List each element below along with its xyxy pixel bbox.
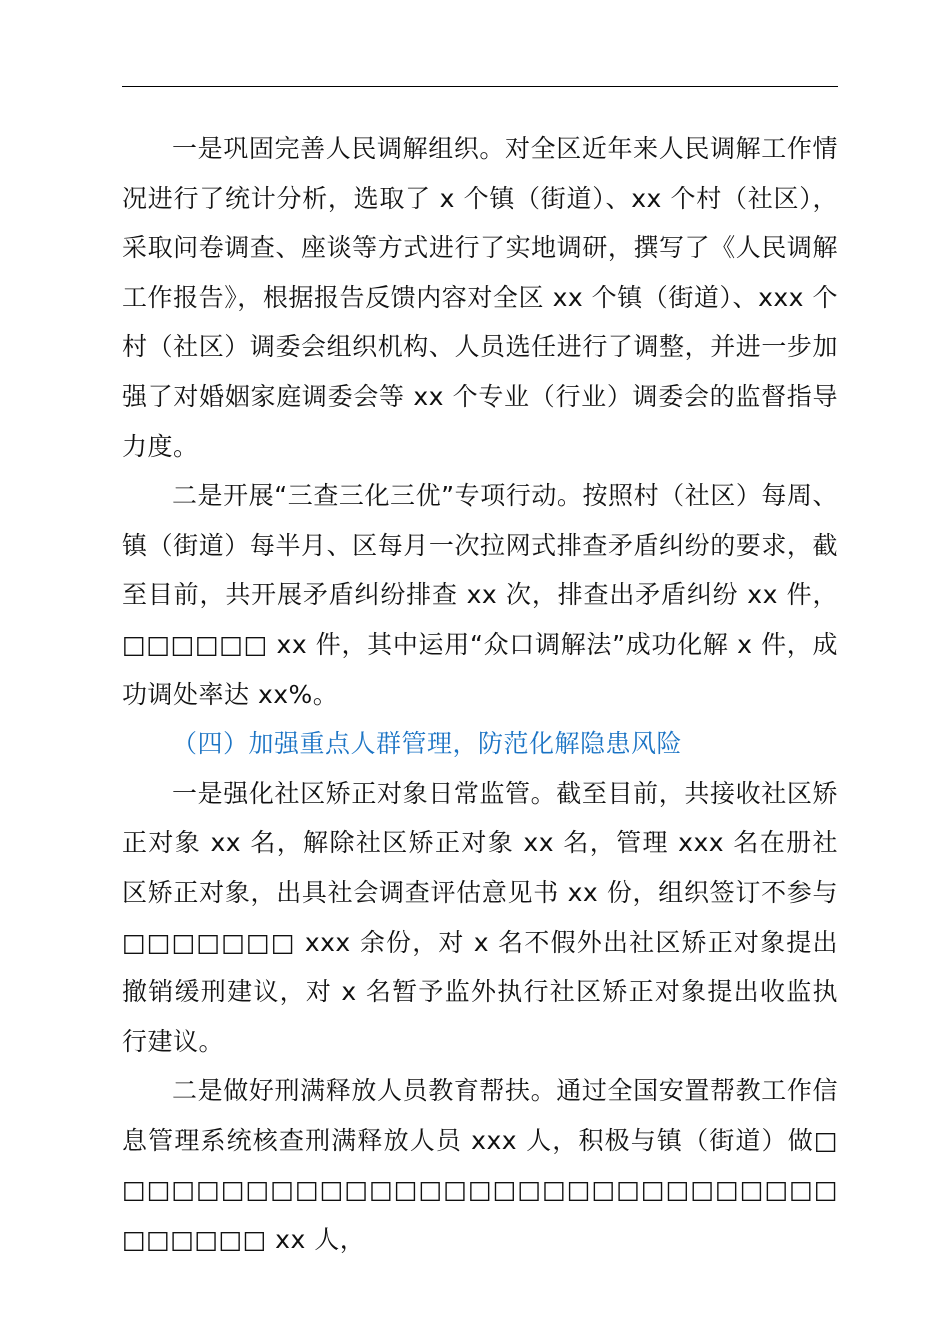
header-rule [122,86,838,87]
paragraph-special-action: 二是开展“三查三化三优”专项行动。按照村（社区）每周、镇（街道）每半月、区每月一次拉网式排查矛盾纠纷的要求，截至目前，共开展矛盾纠纷排查 xx 次，排查出矛盾纠纷 xx 件，□□□□□□ xx 件，其中运用“众口调解法”成功化解 x 件，成功调处率达 xx%。 [122,481,838,709]
paragraph-released-persons: 二是做好刑满释放人员教育帮扶。通过全国安置帮教工作信息管理系统核查刑满释放人员 xxx 人，积极与镇（街道）做□□□□□□□□□□□□□□□□□□□□□□□□□□□□□□□□□□□□ xx 人， [122,1076,838,1255]
section-heading-4: （四）加强重点人群管理，防范化解隐患风险 [172,729,683,759]
paragraph-mediation-organization: 一是巩固完善人民调解组织。对全区近年来人民调解工作情况进行了统计分析，选取了 x 个镇（街道）、xx 个村（社区），采取问卷调查、座谈等方式进行了实地调研，撰写了《人民调解工作报告》，根据报告反馈内容对全区 xx 个镇（街道）、xxx 个村（社区）调委会组织机构、人员选任进行了调整，并进一步加强了对婚姻家庭调委会等 xx 个专业（行业）调委会的监督指导力度。 [122,134,838,461]
document-body [122,124,838,1265]
paragraph-community-correction: 一是强化社区矫正对象日常监管。截至目前，共接收社区矫正对象 xx 名，解除社区矫正对象 xx 名，管理 xxx 名在册社区矫正对象，出具社会调查评估意见书 xx 份，组织签订不参与□□□□□□□ xxx 余份，对 x 名不假外出社区矫正对象提出撤销缓刑建议，对 x 名暂予监外执行社区矫正对象提出收监执行建议。 [122,778,838,1056]
